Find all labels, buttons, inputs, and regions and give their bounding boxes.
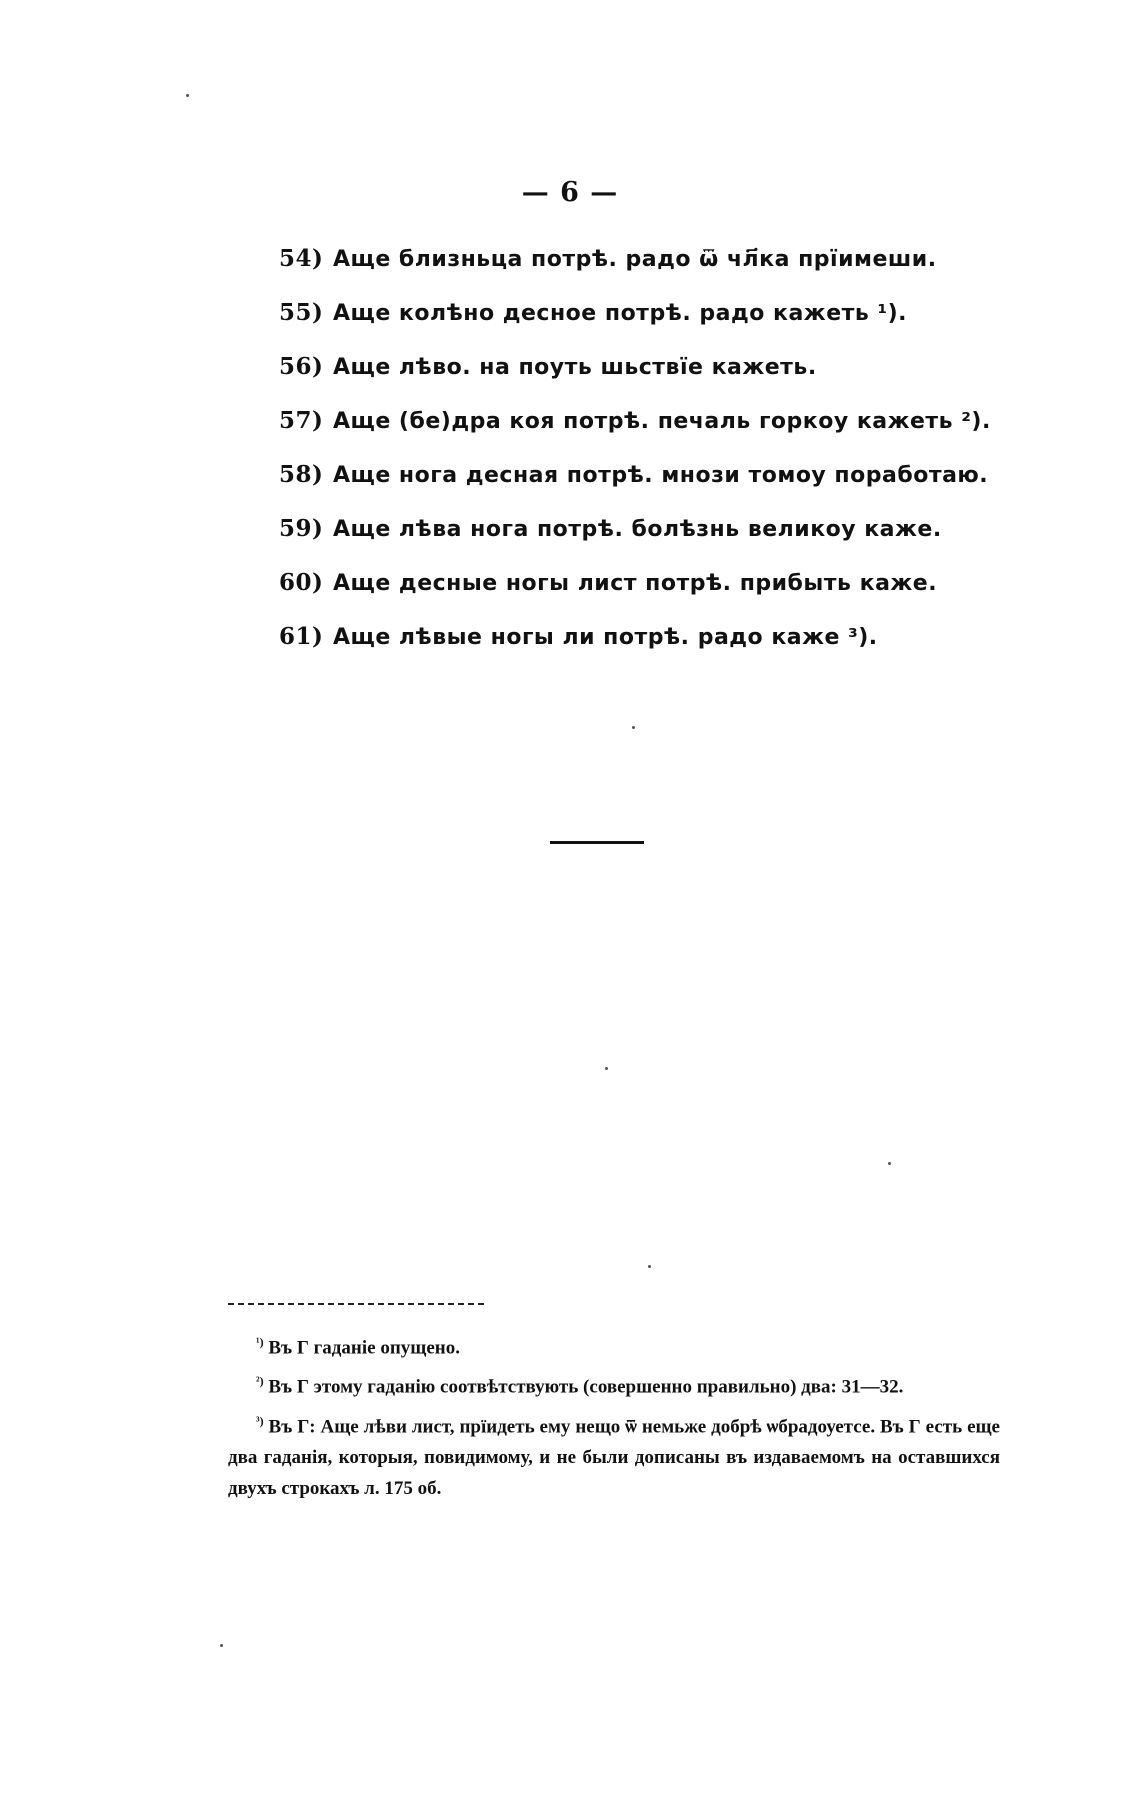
footnote [228,1327,1000,1363]
entry-number: 57) [279,407,324,434]
entry-text: Аще колѣно десное потрѣ. радо кажеть ¹). [333,301,907,326]
footnote-text: Въ Г гаданіе опущено. [268,1337,460,1359]
list-item [279,394,999,448]
entry-number: 58) [279,461,324,488]
entry-text: Аще лѣвые ногы ли потрѣ. радо каже ³). [333,625,878,650]
entry-number: 59) [279,515,324,542]
entry-number: 54) [279,245,324,272]
list-item [279,340,999,394]
footnote-divider [228,1303,484,1305]
footnote-mark: ²) [256,1374,264,1389]
footnote-text: Въ Г: Аще лѣви лист, прїидеть ему нещо ѿ немьже добрѣ ѡбрадоуетсе. Въ Г есть еще два гаданія, которыя, повидимому, и не были дописаны въ издаваемомъ на оставшихся двухъ строкахъ л. 175 об. [228,1415,1000,1499]
paper-speck [648,1265,651,1268]
entry-number: 56) [279,353,324,380]
entry-text: Аще десные ногы лист потрѣ. прибыть каже. [333,571,938,596]
page-number: — 6 — [521,177,619,208]
entry-text: Аще лѣво. на поуть шьствїе кажеть. [333,355,817,380]
footnote-mark: ¹) [256,1335,264,1349]
footnote-mark: ³) [256,1413,264,1428]
list-item [279,502,999,556]
footnote-text: Въ Г этому гаданію соотвѣтствують (совершенно правильно) два: 31—32. [268,1376,904,1398]
paper-speck [186,94,189,97]
list-item [279,448,999,502]
entry-text: Аще лѣва нога потрѣ. болѣзнь великоу каже. [333,517,942,542]
list-item [279,232,999,286]
entry-text: Аще (бе)дра коя потрѣ. печаль горкоу кажеть ²). [333,409,991,434]
entry-text: Аще близньца потрѣ. радо ѿ чл҃ка прїимеши. [333,247,937,272]
entry-number: 55) [279,299,324,326]
divination-list [279,232,999,664]
list-item [279,556,999,610]
entry-text: Аще нога десная потрѣ. мнози томоу поработаю. [333,463,989,488]
paper-speck [220,1644,223,1647]
section-divider [550,841,644,844]
list-item [279,286,999,340]
entry-number: 61) [279,623,324,650]
paper-speck [888,1162,891,1165]
footnote [228,1406,1000,1504]
paper-speck [632,726,635,729]
list-item [279,610,999,664]
entry-number: 60) [279,569,324,596]
paper-speck [605,1067,608,1070]
footnote [228,1366,1000,1402]
footnotes [228,1327,1000,1507]
